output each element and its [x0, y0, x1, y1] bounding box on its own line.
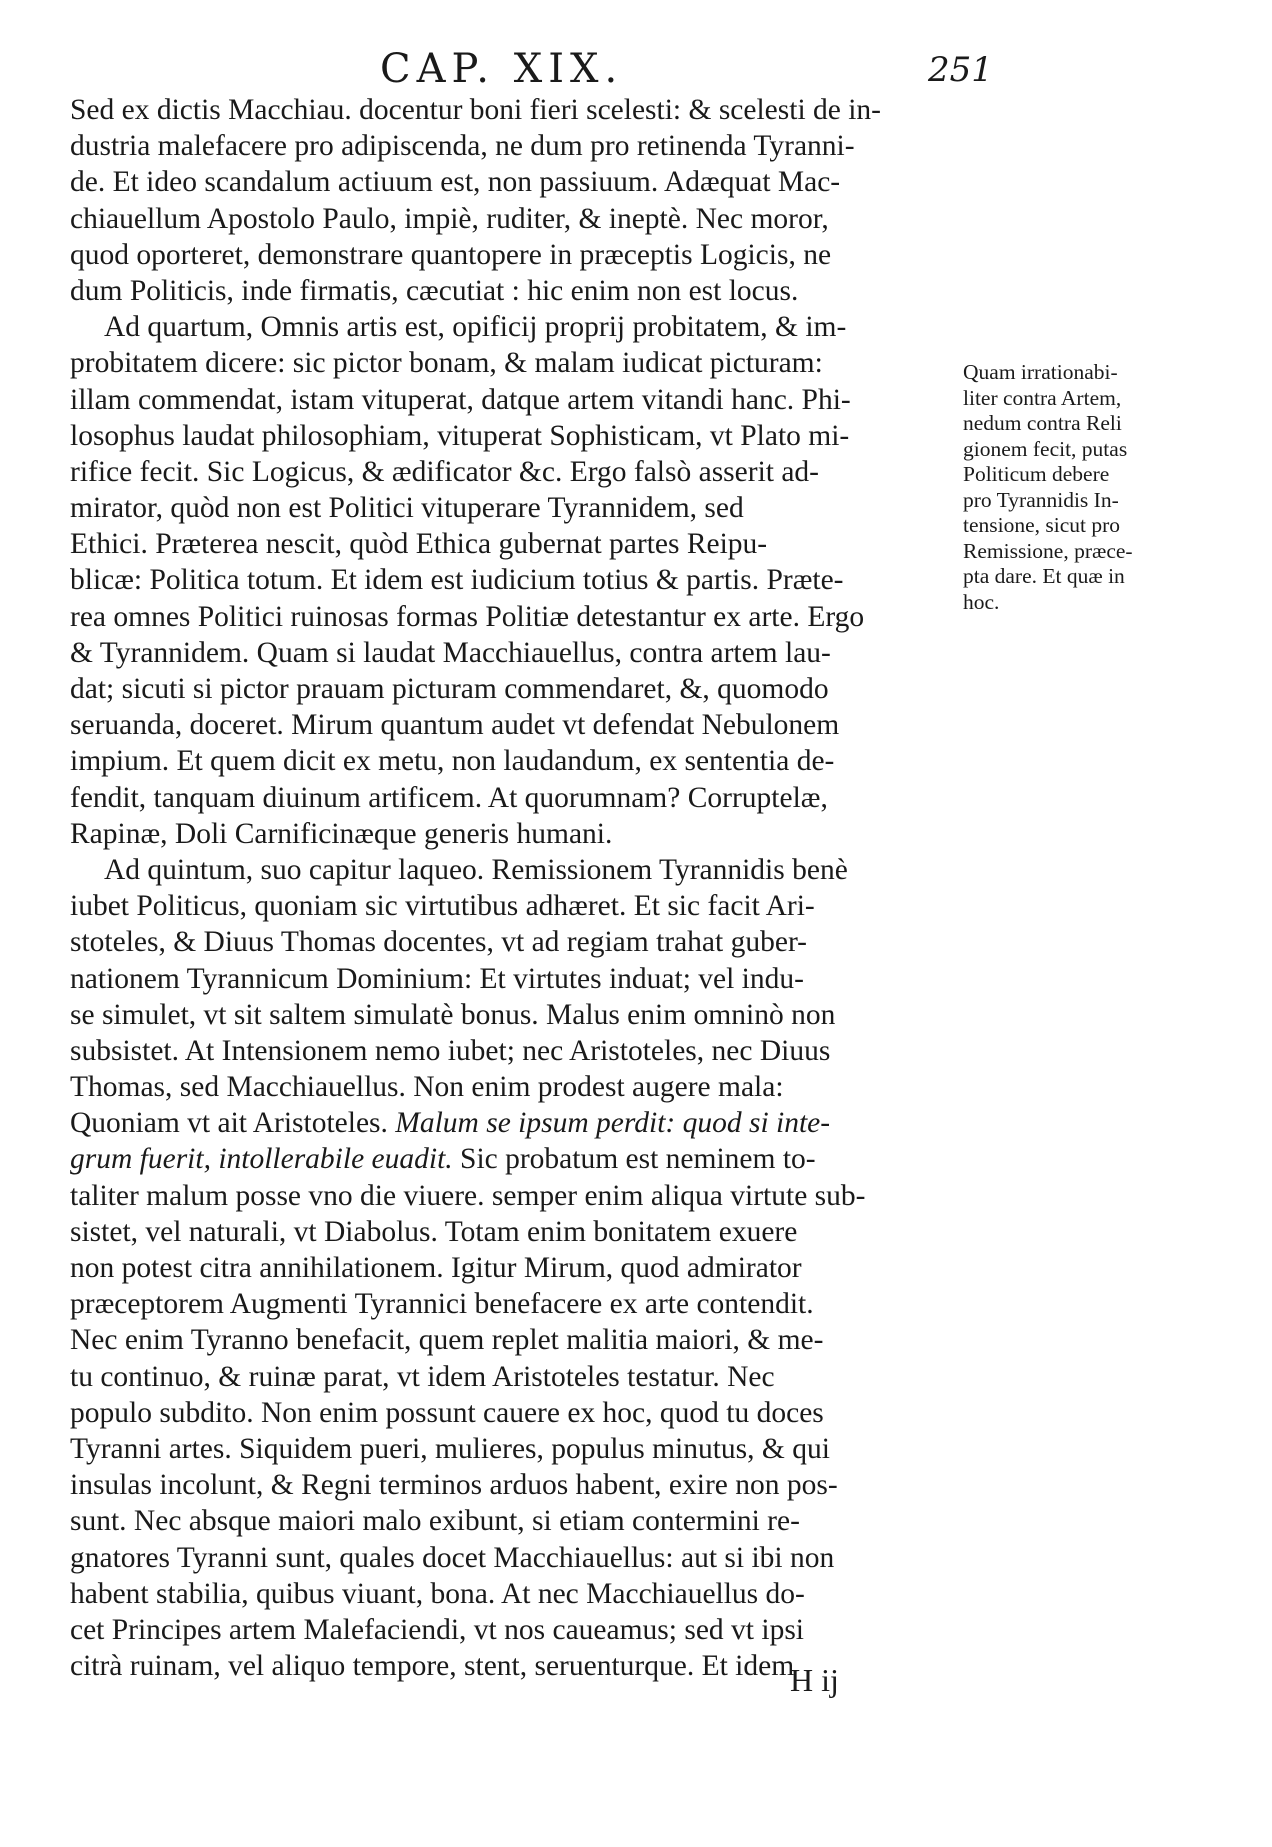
marginal-line: nedum contra Reli: [963, 411, 1122, 435]
text-line: de. Et ideo scandalum actiuum est, non passiuum. Adæquat Mac-: [70, 166, 841, 199]
text-line: dustria malefacere pro adipiscenda, ne dum pro retinenda Tyranni-: [70, 130, 855, 163]
text-line: Tyranni artes. Siquidem pueri, mulieres, populus minutus, & qui: [70, 1432, 830, 1465]
text-line: iubet Politicus, quoniam sic virtutibus adhæret. Et sic facit Ari-: [70, 890, 815, 923]
text-line: insulas incolunt, & Regni terminos arduos habent, exire non pos-: [70, 1469, 838, 1502]
text-line: nationem Tyrannicum Dominium: Et virtutes induat; vel indu-: [70, 962, 804, 995]
text-line: rea omnes Politici ruinosas formas Politiæ detestantur ex arte. Ergo: [70, 600, 865, 633]
paragraph-start-line: Ad quartum, Omnis artis est, opificij proprij probitatem, & im-: [104, 311, 847, 344]
text-line: sunt. Nec absque maiori malo exibunt, si etiam contermini re-: [70, 1505, 800, 1538]
text-line: sistet, vel naturali, vt Diabolus. Totam enim bonitatem exuere: [70, 1215, 798, 1248]
text-line: habent stabilia, quibus viuant, bona. At nec Macchiauellus do-: [70, 1577, 805, 1610]
text-line: non potest citra annihilationem. Igitur Mirum, quod admirator: [70, 1252, 802, 1284]
text-line: Ethici. Præterea nescit, quòd Ethica gubernat partes Reipu-: [70, 528, 768, 561]
text-line: tu continuo, & ruinæ parat, vt idem Aristoteles testatur. Nec: [70, 1360, 775, 1393]
main-text-block: [70, 92, 965, 1684]
text-line: fendit, tanquam diuinum artificem. At quorumnam? Corruptelæ,: [70, 781, 828, 814]
text-line: dat; sicuti si pictor prauam picturam commendaret, &, quomodo: [70, 673, 829, 705]
text-line: gnatores Tyranni sunt, quales docet Macchiauellus: aut si ibi non: [70, 1541, 835, 1574]
text-line: Rapinæ, Doli Carnificinæque generis humani.: [70, 817, 613, 850]
text-line: subsistet. At Intensionem nemo iubet; nec Aristoteles, nec Diuus: [70, 1034, 831, 1067]
text-line: chiauellum Apostolo Paulo, impiè, ruditer, & ineptè. Nec moror,: [70, 202, 829, 235]
text-line: & Tyrannidem. Quam si laudat Macchiauellus, contra artem lau-: [70, 636, 831, 669]
text-line: impium. Et quem dicit ex metu, non laudandum, ex sententia de-: [70, 745, 835, 778]
text-line: Nec enim Tyranno benefacit, quem replet malitia maiori, & me-: [70, 1324, 824, 1357]
marginal-line: hoc.: [963, 589, 1000, 614]
marginal-line: Remissione, præce-: [963, 538, 1133, 563]
marginal-line: tensione, sicut pro: [963, 513, 1121, 537]
text-line: stoteles, & Diuus Thomas docentes, vt ad regiam trahat guber-: [70, 926, 807, 959]
italic-quotation: grum fuerit, intollerabile euadit.: [70, 1143, 453, 1176]
marginal-line: pta dare. Et quæ in: [963, 564, 1125, 588]
marginal-note: [963, 360, 1193, 615]
text-line-with-quotation: [70, 1105, 965, 1141]
text-line: taliter malum posse vno die viuere. semper enim aliqua virtute sub-: [70, 1179, 866, 1212]
marginal-line: pro Tyrannidis In-: [963, 487, 1119, 512]
text-line: Thomas, sed Macchiauellus. Non enim prodest augere mala:: [70, 1071, 784, 1104]
text-line: citrà ruinam, vel aliquo tempore, stent, seruenturque. Et idem: [70, 1650, 795, 1683]
text-line: quod oporteret, demonstrare quantopere in præceptis Logicis, ne: [70, 238, 832, 271]
text-line: losophus laudat philosophiam, vituperat Sophisticam, vt Plato mi-: [70, 419, 850, 452]
text-line: rifice fecit. Sic Logicus, & ædificator &c. Ergo falsò asserit ad-: [70, 455, 820, 488]
roman-text: Quoniam vt ait Aristoteles.: [70, 1107, 396, 1140]
text-line: cet Principes artem Malefaciendi, vt nos caueamus; sed vt ipsi: [70, 1613, 804, 1646]
running-header: [60, 46, 993, 96]
text-line-with-quotation: [70, 1141, 965, 1177]
marginal-line: Politicum debere: [963, 462, 1110, 486]
text-line: Sed ex dictis Macchiau. docentur boni fieri scelesti: & scelesti de in-: [70, 94, 882, 126]
chapter-heading: CAP. XIX.: [380, 46, 624, 92]
text-line: seruanda, doceret. Mirum quantum audet vt defendat Nebulonem: [70, 709, 840, 742]
italic-quotation: Malum se ipsum perdit: quod si inte-: [395, 1107, 831, 1140]
roman-text: Sic probatum est neminem to-: [452, 1143, 816, 1176]
marginal-line: liter contra Artem,: [963, 385, 1122, 410]
text-line: dum Politicis, inde firmatis, cæcutiat : hic enim non est locus.: [70, 274, 799, 307]
text-line: probitatem dicere: sic pictor bonam, & malam iudicat picturam:: [70, 347, 823, 380]
signature-mark: H ij: [790, 1662, 839, 1698]
marginal-line: Quam irrationabi-: [963, 360, 1118, 384]
text-line: se simulet, vt sit saltem simulatè bonus. Malus enim omninò non: [70, 998, 836, 1031]
marginal-line: gionem fecit, putas: [963, 436, 1128, 461]
text-line: præceptorem Augmenti Tyrannici benefacere ex arte contendit.: [70, 1288, 814, 1321]
page-number: 251: [928, 50, 993, 90]
text-line: populo subdito. Non enim possunt cauere ex hoc, quod tu doces: [70, 1396, 824, 1429]
text-line: illam commendat, istam vituperat, datque artem vitandi hanc. Phi-: [70, 383, 851, 416]
text-line: mirator, quòd non est Politici vituperare Tyrannidem, sed: [70, 492, 744, 525]
paragraph-start-line: Ad quintum, suo capitur laqueo. Remissionem Tyrannidis benè: [104, 853, 848, 886]
text-line: blicæ: Politica totum. Et idem est iudicium totius & partis. Præte-: [70, 564, 844, 597]
